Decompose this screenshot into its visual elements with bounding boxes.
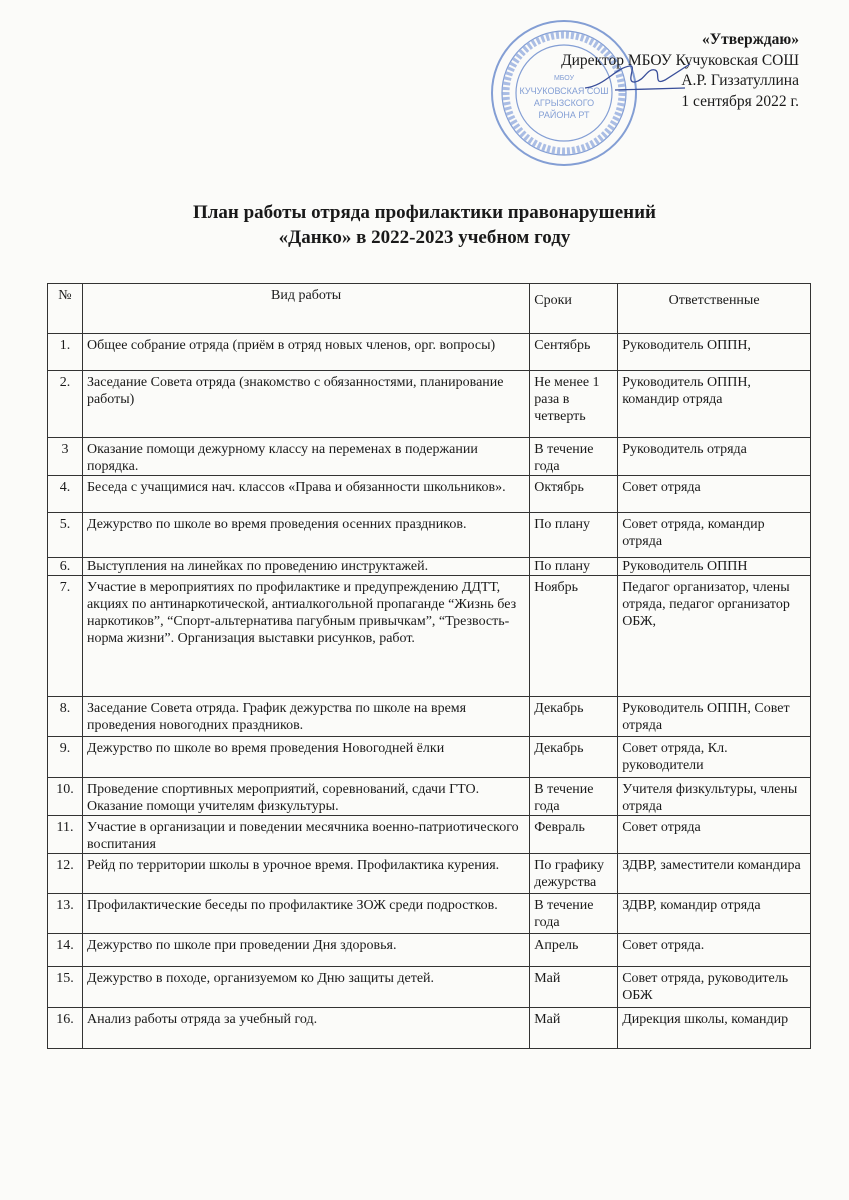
svg-text:КУЧУКОВСКАЯ СОШ: КУЧУКОВСКАЯ СОШ <box>519 86 609 96</box>
row-number: 10. <box>48 778 83 816</box>
row-deadline: Ноябрь <box>530 576 618 697</box>
row-responsible: Педагог организатор, члены отряда, педагог организатор ОБЖ, <box>618 576 811 697</box>
header-responsible: Ответственные <box>618 284 811 334</box>
title-line-1: План работы отряда профилактики правонарушений <box>192 202 656 223</box>
table-header-row <box>48 284 811 334</box>
table-row <box>48 334 811 371</box>
table-row <box>48 778 811 816</box>
table-row <box>48 967 811 1008</box>
row-number: 2. <box>48 371 83 438</box>
row-work-type: Проведение спортивных мероприятий, соревнований, сдачи ГТО. Оказание помощи учителям физкультуры. <box>82 778 529 816</box>
row-responsible: Совет отряда. <box>618 934 811 967</box>
row-number: 7. <box>48 576 83 697</box>
row-work-type: Рейд по территории школы в урочное время. Профилактика курения. <box>82 854 529 894</box>
row-deadline: Апрель <box>530 934 618 967</box>
row-responsible: Руководитель ОППН, командир отряда <box>618 371 811 438</box>
table-row <box>48 816 811 854</box>
row-deadline: По плану <box>530 513 618 558</box>
row-number: 8. <box>48 697 83 737</box>
row-deadline: Октябрь <box>530 476 618 513</box>
row-responsible: Совет отряда, руководитель ОБЖ <box>618 967 811 1008</box>
row-number: 13. <box>48 894 83 934</box>
header-work-type: Вид работы <box>82 284 529 334</box>
row-work-type: Профилактические беседы по профилактике ЗОЖ среди подростков. <box>82 894 529 934</box>
row-work-type: Анализ работы отряда за учебный год. <box>82 1008 529 1049</box>
approval-heading: «Утверждаю» <box>701 31 799 48</box>
row-work-type: Дежурство в походе, организуемом ко Дню защиты детей. <box>82 967 529 1008</box>
table-row <box>48 558 811 576</box>
row-number: 1. <box>48 334 83 371</box>
row-work-type: Общее собрание отряда (приём в отряд новых членов, орг. вопросы) <box>82 334 529 371</box>
row-responsible: Руководитель ОППН, <box>618 334 811 371</box>
row-number: 3 <box>48 438 83 476</box>
row-number: 12. <box>48 854 83 894</box>
row-deadline: По графику дежурства <box>530 854 618 894</box>
director-signature <box>575 58 695 98</box>
header-number: № <box>48 284 83 334</box>
table-row <box>48 854 811 894</box>
table-row <box>48 576 811 697</box>
row-responsible: Руководитель ОППН, Совет отряда <box>618 697 811 737</box>
row-number: 14. <box>48 934 83 967</box>
row-deadline: По плану <box>530 558 618 576</box>
table-row <box>48 697 811 737</box>
row-work-type: Беседа с учащимися нач. классов «Права и обязанности школьников». <box>82 476 529 513</box>
row-number: 9. <box>48 737 83 778</box>
row-responsible: ЗДВР, командир отряда <box>618 894 811 934</box>
row-responsible: Совет отряда <box>618 476 811 513</box>
row-responsible: Учителя физкультуры, члены отряда <box>618 778 811 816</box>
row-deadline: Май <box>530 967 618 1008</box>
row-responsible: Руководитель ОППН <box>618 558 811 576</box>
row-deadline: В течение года <box>530 778 618 816</box>
table-row <box>48 1008 811 1049</box>
work-plan-table <box>47 283 811 1049</box>
table-row <box>48 476 811 513</box>
row-deadline: В течение года <box>530 438 618 476</box>
row-work-type: Дежурство по школе во время проведения Новогодней ёлки <box>82 737 529 778</box>
row-responsible: Совет отряда, Кл. руководители <box>618 737 811 778</box>
svg-text:МБОУ: МБОУ <box>553 75 575 82</box>
table-row <box>48 513 811 558</box>
row-deadline: Сентябрь <box>530 334 618 371</box>
row-work-type: Дежурство по школе во время проведения осенних праздников. <box>82 513 529 558</box>
table-row <box>48 737 811 778</box>
row-deadline: Декабрь <box>530 737 618 778</box>
table-row <box>48 371 811 438</box>
row-work-type: Оказание помощи дежурному классу на переменах в подержании порядка. <box>82 438 529 476</box>
row-number: 4. <box>48 476 83 513</box>
row-work-type: Выступления на линейках по проведению инструктажей. <box>82 558 529 576</box>
approval-date: 1 сентября 2022 г. <box>681 92 799 110</box>
row-number: 16. <box>48 1008 83 1049</box>
row-work-type: Участие в организации и поведении месячника военно-патриотического воспитания <box>82 816 529 854</box>
row-responsible: Совет отряда <box>618 816 811 854</box>
approval-signatory: А.Р. Гиззатуллина <box>681 72 799 89</box>
row-responsible: ЗДВР, заместители командира <box>618 854 811 894</box>
table-row <box>48 894 811 934</box>
row-work-type: Участие в мероприятиях по профилактике и предупреждению ДДТТ, акциях по антинаркотической, антиалкогольной пропаганде “Жизнь без наркотиков”, “Спорт-альтернатива пагубным привычкам”, “Трезвость-норма жизни”. Организация выставки рисунков, работ. <box>82 576 529 697</box>
row-number: 11. <box>48 816 83 854</box>
header-deadline: Сроки <box>530 284 618 334</box>
row-responsible: Дирекция школы, командир <box>618 1008 811 1049</box>
document-title <box>0 200 849 250</box>
row-deadline: Май <box>530 1008 618 1049</box>
approval-director: Директор МБОУ Кучуковская СОШ <box>561 51 799 69</box>
svg-text:РАЙОНА РТ: РАЙОНА РТ <box>538 110 590 120</box>
svg-text:АГРЫЗСКОГО: АГРЫЗСКОГО <box>533 98 595 108</box>
table-row <box>48 934 811 967</box>
row-responsible: Руководитель отряда <box>618 438 811 476</box>
row-number: 15. <box>48 967 83 1008</box>
table-row <box>48 438 811 476</box>
row-work-type: Заседание Совета отряда (знакомство с обязанностями, планирование работы) <box>82 371 529 438</box>
row-responsible: Совет отряда, командир отряда <box>618 513 811 558</box>
row-deadline: Февраль <box>530 816 618 854</box>
row-work-type: Дежурство по школе при проведении Дня здоровья. <box>82 934 529 967</box>
row-number: 6. <box>48 558 83 576</box>
row-deadline: Декабрь <box>530 697 618 737</box>
row-deadline: Не менее 1 раза в четверть <box>530 371 618 438</box>
row-work-type: Заседание Совета отряда. График дежурства по школе на время проведения новогодних праздников. <box>82 697 529 737</box>
title-line-2: «Данко» в 2022-2023 учебном году <box>278 227 571 248</box>
row-deadline: В течение года <box>530 894 618 934</box>
row-number: 5. <box>48 513 83 558</box>
